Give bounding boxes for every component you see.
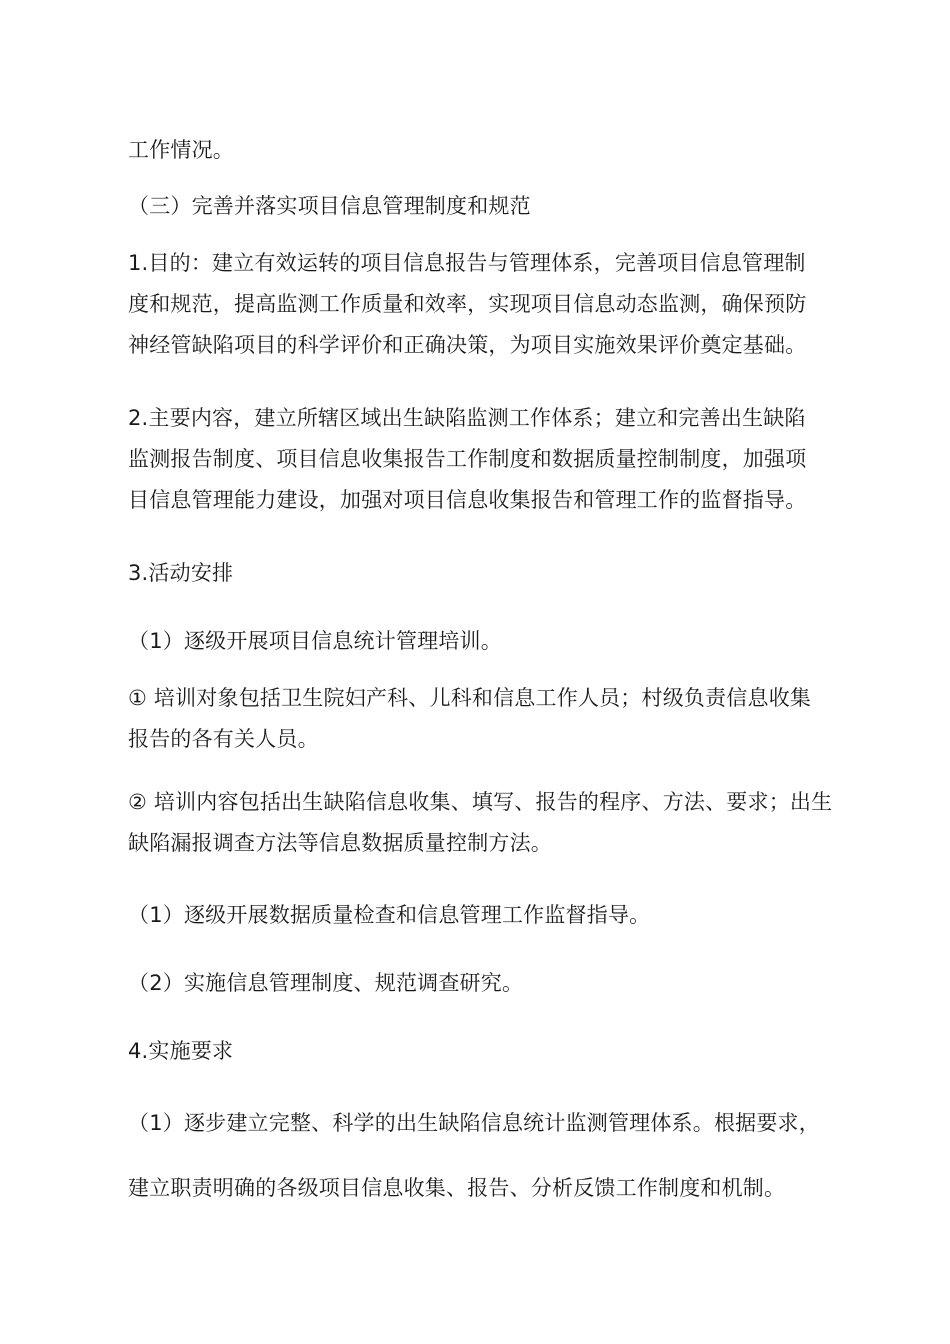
paragraph-work-status (128, 130, 838, 171)
text-line: ② 培训内容包括出生缺陷信息收集、填写、报告的程序、方法、要求；出生 (128, 790, 833, 814)
text-line: 目信息管理能力建设，加强对项目信息收集报告和管理工作的监督指导。 (128, 488, 807, 512)
text-line: 报告的各有关人员。 (128, 727, 319, 751)
text-line: ① 培训对象包括卫生院妇产科、儿科和信息工作人员；村级负责信息收集 (128, 686, 812, 710)
text-line: （1）逐级开展数据质量检查和信息管理工作监督指导。 (128, 903, 651, 927)
text-line: 缺陷漏报调查方法等信息数据质量控制方法。 (128, 831, 552, 855)
text-line: 度和规范，提高监测工作质量和效率，实现项目信息动态监测，确保预防 (128, 292, 807, 316)
text-line: （1）逐步建立完整、科学的出生缺陷信息统计监测管理体系。根据要求， (128, 1111, 820, 1135)
text-line: （2）实施信息管理制度、规范调查研究。 (128, 971, 524, 995)
paragraph-purpose (128, 243, 838, 366)
text-line: 1.目的：建立有效运转的项目信息报告与管理体系，完善项目信息管理制 (128, 251, 806, 275)
item-training-content (128, 782, 838, 864)
item-quality-check (128, 895, 838, 936)
item-training-targets (128, 678, 838, 760)
heading-implementation-requirements (128, 1031, 838, 1072)
text-line: 建立职责明确的各级项目信息收集、报告、分析反馈工作制度和机制。 (128, 1176, 786, 1200)
section-heading-three (128, 186, 838, 227)
text-line: 监测报告制度、项目信息收集报告工作制度和数据质量控制制度，加强项 (128, 447, 807, 471)
text-line: 2.主要内容，建立所辖区域出生缺陷监测工作体系；建立和完善出生缺陷 (128, 406, 806, 430)
text-line: 神经管缺陷项目的科学评价和正确决策，为项目实施效果评价奠定基础。 (128, 333, 807, 357)
text-line: 工作情况。 (128, 138, 234, 162)
item-training (128, 621, 838, 662)
heading-activity-arrangement (128, 553, 838, 594)
text-line: （1）逐级开展项目信息统计管理培训。 (128, 629, 502, 653)
text-line: （三）完善并落实项目信息管理制度和规范 (128, 194, 531, 218)
paragraph-main-content (128, 398, 838, 521)
item-management-research (128, 963, 838, 1004)
text-line: 3.活动安排 (128, 561, 234, 585)
item-build-system (128, 1103, 838, 1209)
text-line: 4.实施要求 (128, 1039, 234, 1063)
